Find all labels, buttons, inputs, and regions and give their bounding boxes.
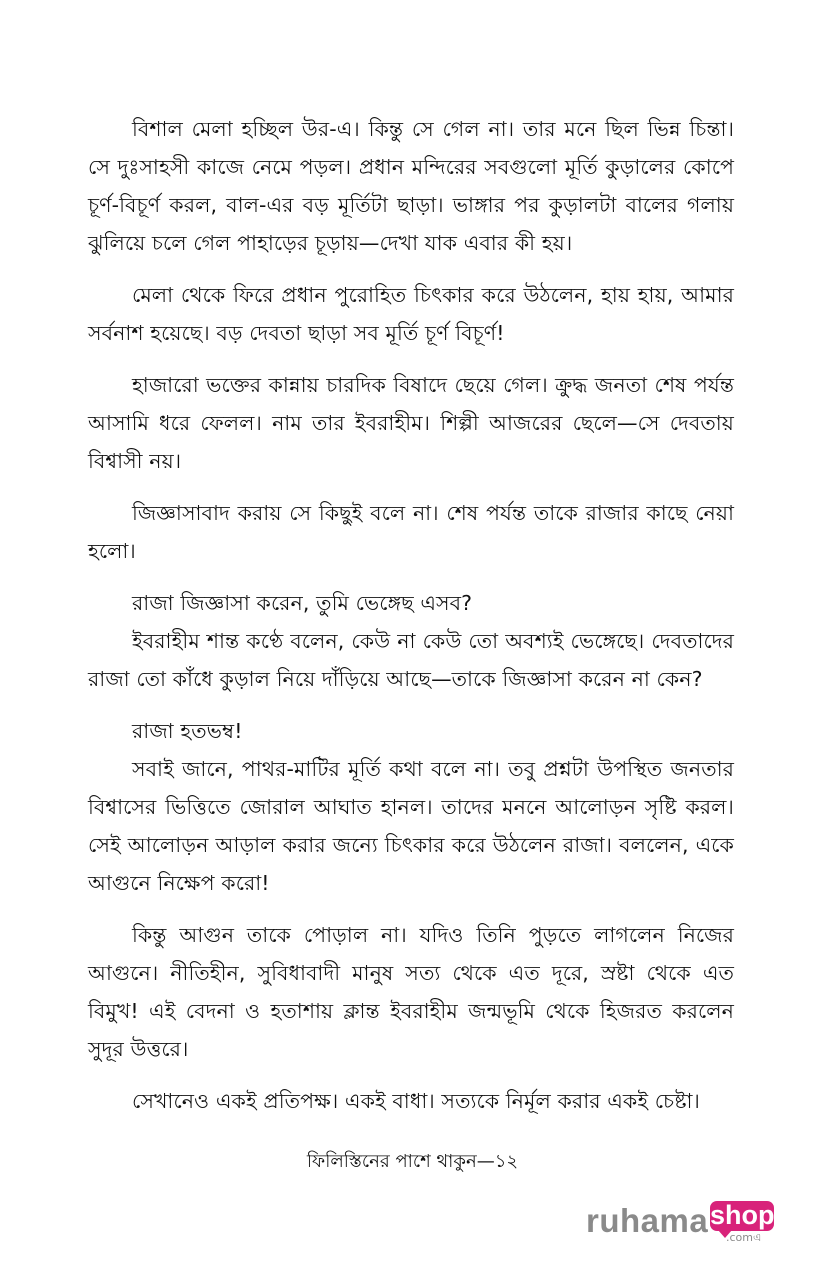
- paragraph: সেখানেও একই প্রতিপক্ষ। একই বাধা। সত্যকে নির্মূল করার একই চেষ্টা।: [132, 1089, 700, 1113]
- logo-badge: shop: [710, 1200, 775, 1230]
- paragraph: বিশাল মেলা হচ্ছিল উর-এ। কিন্তু সে গেল না। তার মনে ছিল ভিন্ন চিন্তা। সে দুঃসাহসী কাজে নেমে পড়ল। প্রধান মন্দিরের সবগুলো মূর্তি কুড়ালের কোপে চূর্ণ-বিচূর্ণ করল, বাল-এর বড় মূর্তিটা ছাড়া। ভাঙ্গার পর কুড়ালটা বালের গলায় ঝুলিয়ে চলে গেল পাহাড়ের চূড়ায়—দেখা যাক এবার কী হয়।: [88, 117, 734, 255]
- ruhamashop-logo: [586, 1197, 786, 1245]
- paragraph: রাজা জিজ্ঞাসা করেন, তুমি ভেঙ্গেছ এসব?: [132, 591, 473, 615]
- paragraph: হাজারো ভক্তের কান্নায় চারদিক বিষাদে ছেয়ে গেল। ক্রুদ্ধ জনতা শেষ পর্যন্ত আসামি ধরে ফেলল। নাম তার ইবরাহীম। শিল্পী আজরের ছেলে—সে দেবতায় বিশ্বাসী নয়।: [88, 373, 734, 473]
- logo-text: ruhama: [586, 1202, 709, 1239]
- paragraph: কিন্তু আগুন তাকে পোড়াল না। যদিও তিনি পুড়তে লাগলেন নিজের আগুনে। নীতিহীন, সুবিধাবাদী মানুষ সত্য থেকে এত দূরে, স্রষ্টা থেকে এত বিমুখ! এই বেদনা ও হতাশায় ক্লান্ত ইবরাহীম জন্মভূমি থেকে হিজরত করলেন সুদূর উত্তরে।: [88, 923, 734, 1061]
- logo-domain: .comএ: [726, 1231, 762, 1244]
- paragraph: মেলা থেকে ফিরে প্রধান পুরোহিত চিৎকার করে উঠলেন, হায় হায়, আমার সর্বনাশ হয়েছে। বড় দেবতা ছাড়া সব মূর্তি চূর্ণ বিচূর্ণ!: [88, 283, 734, 345]
- paragraph: ইবরাহীম শান্ত কণ্ঠে বলেন, কেউ না কেউ তো অবশ্যই ভেঙ্গেছে। দেবতাদের রাজা তো কাঁধে কুড়াল নিয়ে দাঁড়িয়ে আছে—তাকে জিজ্ঞাসা করেন না কেন?: [88, 629, 734, 691]
- paragraph: সবাই জানে, পাথর-মাটির মূর্তি কথা বলে না। তবু প্রশ্নটা উপস্থিত জনতার বিশ্বাসের ভিত্তিতে জোরাল আঘাত হানল। তাদের মননে আলোড়ন সৃষ্টি করল। সেই আলোড়ন আড়াল করার জন্যে চিৎকার করে উঠলেন রাজা। বললেন, একে আগুনে নিক্ষেপ করো!: [88, 757, 734, 895]
- paragraph: জিজ্ঞাসাবাদ করায় সে কিছুই বলে না। শেষ পর্যন্ত তাকে রাজার কাছে নেয়া হলো।: [88, 501, 734, 563]
- page-body: [88, 110, 734, 1134]
- paragraph: রাজা হতভম্ব!: [132, 719, 243, 743]
- running-footer: ফিলিস্তিনের পাশে থাকুন—১২: [306, 1151, 519, 1172]
